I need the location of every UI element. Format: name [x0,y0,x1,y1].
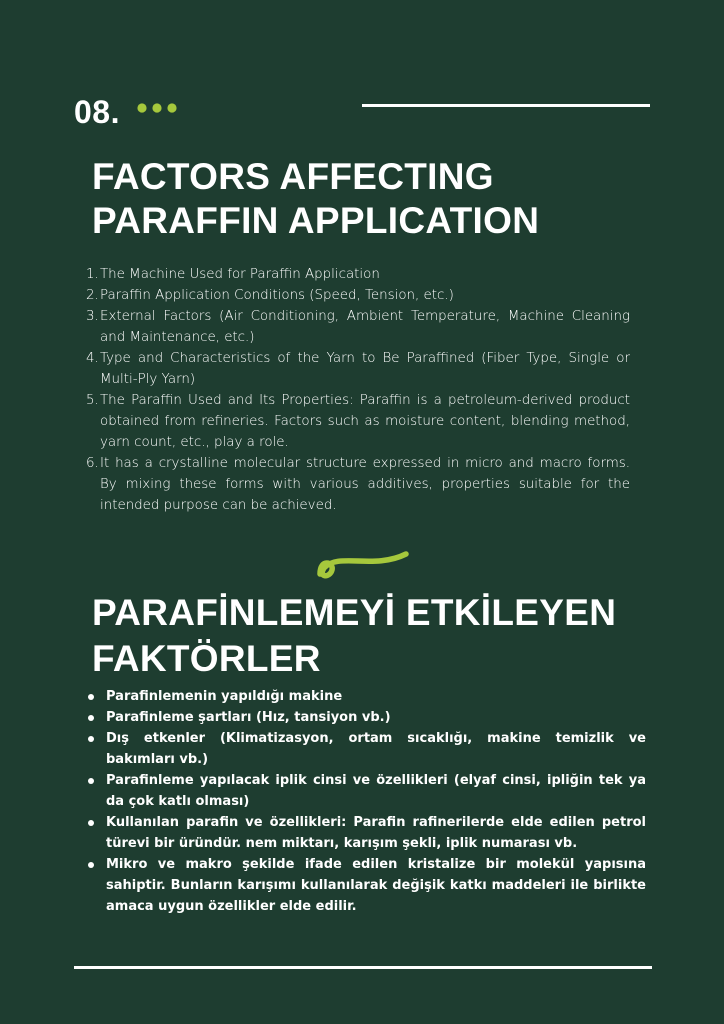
turkish-factor-list [88,686,646,917]
list-item-number: 6. [86,456,99,471]
list-item-text: Mikro ve makro şekilde ifade edilen kristalize bir molekül yapısına sahiptir. Bunların karışımı kullanılarak değişik katkı maddeleri ile birlikte amaca uygun özellikler elde edilir. [106,857,646,914]
list-item-number: 3. [86,309,99,324]
list-item-text: External Factors (Air Conditioning, Ambient Temperature, Machine Cleaning and Maintenance, etc.) [100,309,630,345]
list-item [88,285,630,306]
bullet-icon [88,694,94,700]
list-item [88,770,646,812]
list-item [88,306,630,348]
list-item-number: 4. [86,351,99,366]
list-item-number: 2. [86,288,99,303]
list-item-text: Parafinlemenin yapıldığı makine [106,689,343,704]
english-title: FACTORS AFFECTING PARAFFIN APPLICATION [92,156,540,241]
list-item [88,728,646,770]
bullet-icon [88,778,94,784]
list-item [88,264,630,285]
dot [152,103,161,112]
decorative-dots-icon [136,102,180,114]
top-divider [362,104,650,107]
bottom-divider [74,966,652,969]
list-item-text: Kullanılan parafin ve özellikleri: Parafin rafinerilerde elde edilen petrol türevi bir üründür. nem miktarı, karışım şekli, iplik numarası vb. [106,815,646,851]
list-item-text: Paraffin Application Conditions (Speed, Tension, etc.) [100,288,454,303]
list-item [88,707,646,728]
bullet-icon [88,820,94,826]
list-item-text: Type and Characteristics of the Yarn to Be Paraffined (Fiber Type, Single or Multi-Ply Yarn) [100,351,630,387]
list-item [88,348,630,390]
section-number: 08. [74,94,120,130]
list-item [88,453,630,516]
list-item-text: The Machine Used for Paraffin Application [100,267,380,282]
list-item [88,686,646,707]
turkish-title: PARAFİNLEMEYİ ETKİLEYEN FAKTÖRLER [92,592,617,679]
list-item [88,854,646,917]
list-item-text: Parafinleme yapılacak iplik cinsi ve özellikleri (elyaf cinsi, ipliğin tek ya da çok katlı olması) [106,773,646,809]
bullet-icon [88,736,94,742]
dot [167,103,176,112]
bullet-icon [88,862,94,868]
list-item-number: 5. [86,393,99,408]
list-item-text: The Paraffin Used and Its Properties: Paraffin is a petroleum-derived product obtained from refineries. Factors such as moisture content, blending method, yarn count, etc., play a role. [100,393,630,450]
list-item-text: Parafinleme şartları (Hız, tansiyon vb.) [106,710,391,725]
list-item-number: 1. [86,267,99,282]
swash-ornament-icon [314,548,412,584]
english-factor-list [88,264,630,516]
list-item-text: It has a crystalline molecular structure expressed in micro and macro forms. By mixing these forms with various additives, properties suitable for the intended purpose can be achieved. [100,456,630,513]
bullet-icon [88,715,94,721]
list-item [88,812,646,854]
list-item-text: Dış etkenler (Klimatizasyon, ortam sıcaklığı, makine temizlik ve bakımları vb.) [106,731,646,767]
dot [137,103,146,112]
list-item [88,390,630,453]
